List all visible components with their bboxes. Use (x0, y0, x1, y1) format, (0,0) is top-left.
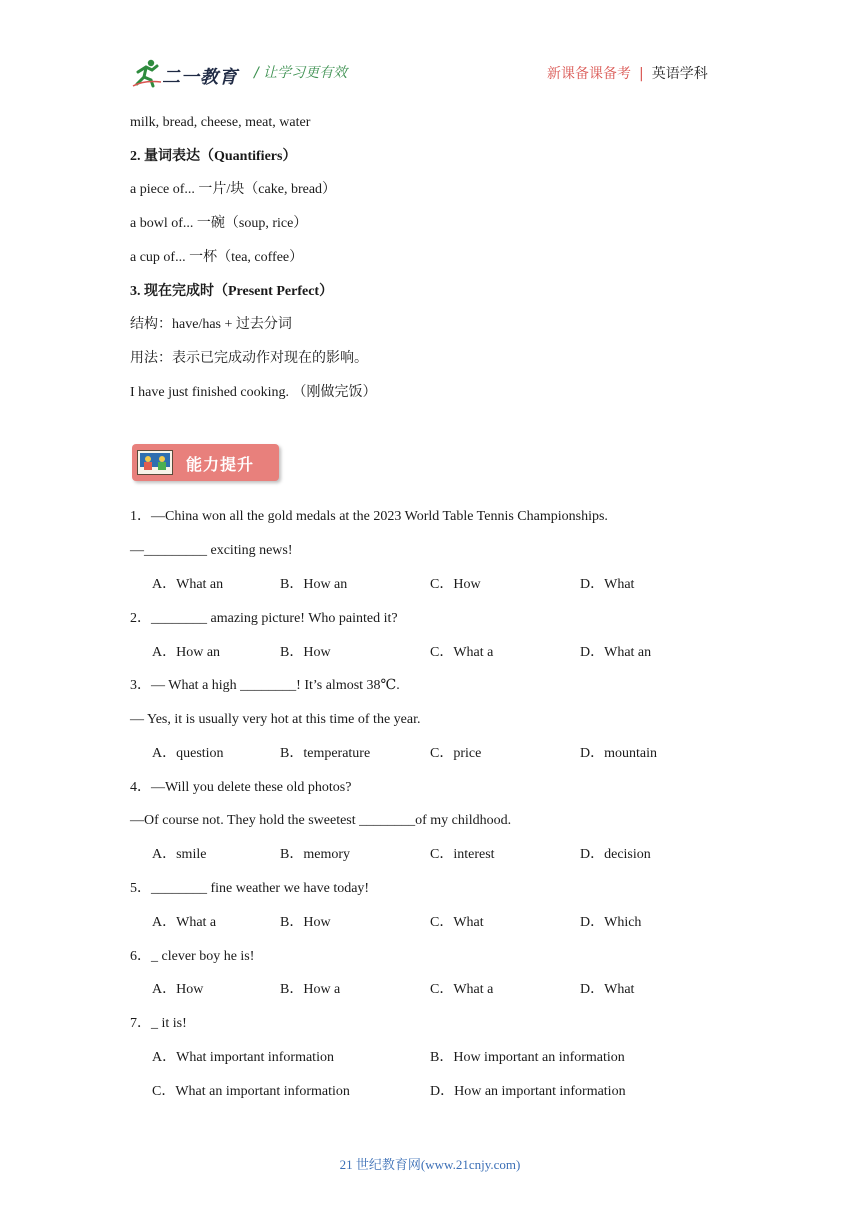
question-5-option-d: D．Which (580, 915, 642, 930)
question-7-option-b: B．How important an information (430, 1050, 625, 1065)
question-1-stem-reply: —_________ exciting news! (130, 543, 293, 558)
question-3-option-a: A．question (152, 746, 224, 761)
question-1-option-b: B．How an (280, 577, 348, 592)
text-line: a piece of... 一片/块（cake, bread） (130, 182, 337, 197)
question-2-option-b: B．How (280, 645, 331, 660)
section-badge-label: 能力提升 (186, 455, 255, 474)
question-3-option-d: D．mountain (580, 746, 657, 761)
question-3-stem: 3．— What a high ________! It’s almost 38℃. (130, 678, 400, 693)
text-line: 用法：表示已完成动作对现在的影响。 (130, 351, 368, 366)
question-1-option-d: D．What (580, 577, 635, 592)
question-2-stem: 2．________ amazing picture! Who painted it? (130, 611, 398, 626)
question-3-stem-reply: — Yes, it is usually very hot at this time of the year. (130, 712, 421, 727)
text-line: milk, bread, cheese, meat, water (130, 115, 311, 130)
question-3-option-c: C．price (430, 746, 482, 761)
question-4-stem: 4．—Will you delete these old photos? (130, 780, 352, 795)
question-2-option-c: C．What a (430, 645, 494, 660)
question-1-option-c: C．How (430, 577, 481, 592)
question-2-option-a: A．How an (152, 645, 221, 660)
question-5-stem: 5．________ fine weather we have today! (130, 881, 370, 896)
question-1-option-a: A．What an (152, 577, 224, 592)
question-4-option-b: B．memory (280, 847, 350, 862)
question-6-option-d: D．What (580, 982, 635, 997)
header-subject-label: 英语学科 (651, 66, 708, 82)
question-4-stem-reply: —Of course not. They hold the sweetest ________of my childhood. (130, 813, 512, 828)
question-7-option-d: D．How an important information (430, 1084, 626, 1099)
logo-text: 二一教育 (162, 67, 238, 88)
page-header (0, 0, 860, 100)
header-subject (547, 63, 708, 83)
classroom-icon (137, 450, 173, 475)
question-7-stem: 7．_ it is! (130, 1016, 187, 1031)
question-6-option-b: B．How a (280, 982, 341, 997)
question-3-option-b: B．temperature (280, 746, 371, 761)
page-footer: 21 世纪教育网(www.21cnjy.com) (339, 1157, 521, 1172)
question-6-option-c: C．What a (430, 982, 494, 997)
question-7-option-c: C．What an important information (152, 1084, 350, 1099)
text-line: a bowl of... 一碗（soup, rice） (130, 216, 308, 231)
question-4-option-a: A．smile (152, 847, 207, 862)
text-line: a cup of... 一杯（tea, coffee） (130, 250, 304, 265)
question-1-stem: 1．—China won all the gold medals at the 2023 World Table Tennis Championships. (130, 509, 608, 524)
section-badge (132, 444, 279, 481)
question-6-stem: 6．_ clever boy he is! (130, 949, 255, 964)
section-heading-present-perfect: 3. 现在完成时（Present Perfect） (130, 284, 334, 299)
text-line: I have just finished cooking. （刚做完饭） (130, 385, 377, 400)
section-heading-quantifiers: 2. 量词表达（Quantifiers） (130, 149, 297, 164)
question-2-option-d: D．What an (580, 645, 652, 660)
header-separator: | (639, 66, 644, 82)
runner-logo-icon (132, 58, 162, 88)
question-6-option-a: A．How (152, 982, 204, 997)
logo (132, 58, 242, 90)
question-5-option-b: B．How (280, 915, 331, 930)
header-course-label: 新课备课备考 (547, 66, 631, 82)
question-5-option-a: A．What a (152, 915, 217, 930)
slogan: / 让学习更有效 (254, 65, 348, 81)
question-4-option-c: C．interest (430, 847, 495, 862)
question-5-option-c: C．What (430, 915, 484, 930)
question-4-option-d: D．decision (580, 847, 651, 862)
text-line: 结构：have/has + 过去分词 (130, 317, 292, 332)
question-7-option-a: A．What important information (152, 1050, 334, 1065)
